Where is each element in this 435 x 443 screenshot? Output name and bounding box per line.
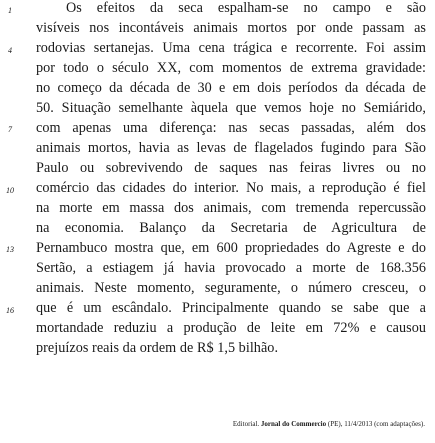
line-number-16: 16 [6, 306, 14, 315]
text-line-11: na morte em massa dos animais, com tremenda repercussão [36, 200, 426, 216]
text-line-13: Pernambuco mostra que, em 600 propriedades do Agreste e do [36, 240, 426, 256]
text-line-3: rodovias sertanejas. Uma cena trágica e recorrente. Foi assim [36, 40, 426, 56]
text-line-10: comércio das cidades do interior. No mais, a reprodução é fiel [36, 180, 426, 196]
text-line-6: 50. Situação semelhante àquela que vemos hoje no Semiárido, [36, 100, 426, 116]
line-number-1: 1 [8, 6, 12, 15]
text-line-1: Os efeitos da seca espalham-se no campo e são [66, 0, 426, 16]
source-publication: Jornal do Commercio [260, 420, 327, 428]
text-line-8: animais mortos, havia as levas de flagelados fugindo para São [36, 140, 426, 156]
text-line-12: na economia. Balanço da Secretaria de Agricultura de [36, 220, 426, 236]
source-citation [233, 420, 425, 428]
text-line-2: visíveis nos incontáveis animais mortos por onde passam as [36, 20, 426, 36]
text-line-17: mortandade reduziu a produção de leite em 72% e causou [36, 320, 426, 336]
line-number-13: 13 [6, 245, 14, 254]
text-line-9: Paulo ou sobrevivendo de saques nas feiras livres ou no [36, 160, 426, 176]
text-line-15: animais. Neste momento, seguramente, o número cresceu, o [36, 280, 426, 296]
text-line-4: por todo o século XX, com momentos de extrema gravidade: [36, 60, 426, 76]
line-number-4: 4 [8, 46, 12, 55]
text-line-5: no começo da década de 30 e em dois períodos da década de [36, 80, 426, 96]
line-number-7: 7 [8, 125, 12, 134]
source-prefix: Editorial. [232, 420, 261, 428]
text-line-7: com apenas uma diferença: nas secas passadas, além dos [36, 120, 426, 136]
source-suffix: (PE), 11/4/2013 (com adaptações). [326, 420, 425, 428]
text-line-16: que é um escândalo. Principalmente quando se sabe que a [36, 300, 426, 316]
text-line-18: prejuízos reais da ordem de R$ 1,5 bilhão. [36, 340, 279, 356]
text-line-14: Sertão, a estiagem já havia provocado a morte de 168.356 [36, 260, 426, 276]
line-number-10: 10 [6, 186, 14, 195]
